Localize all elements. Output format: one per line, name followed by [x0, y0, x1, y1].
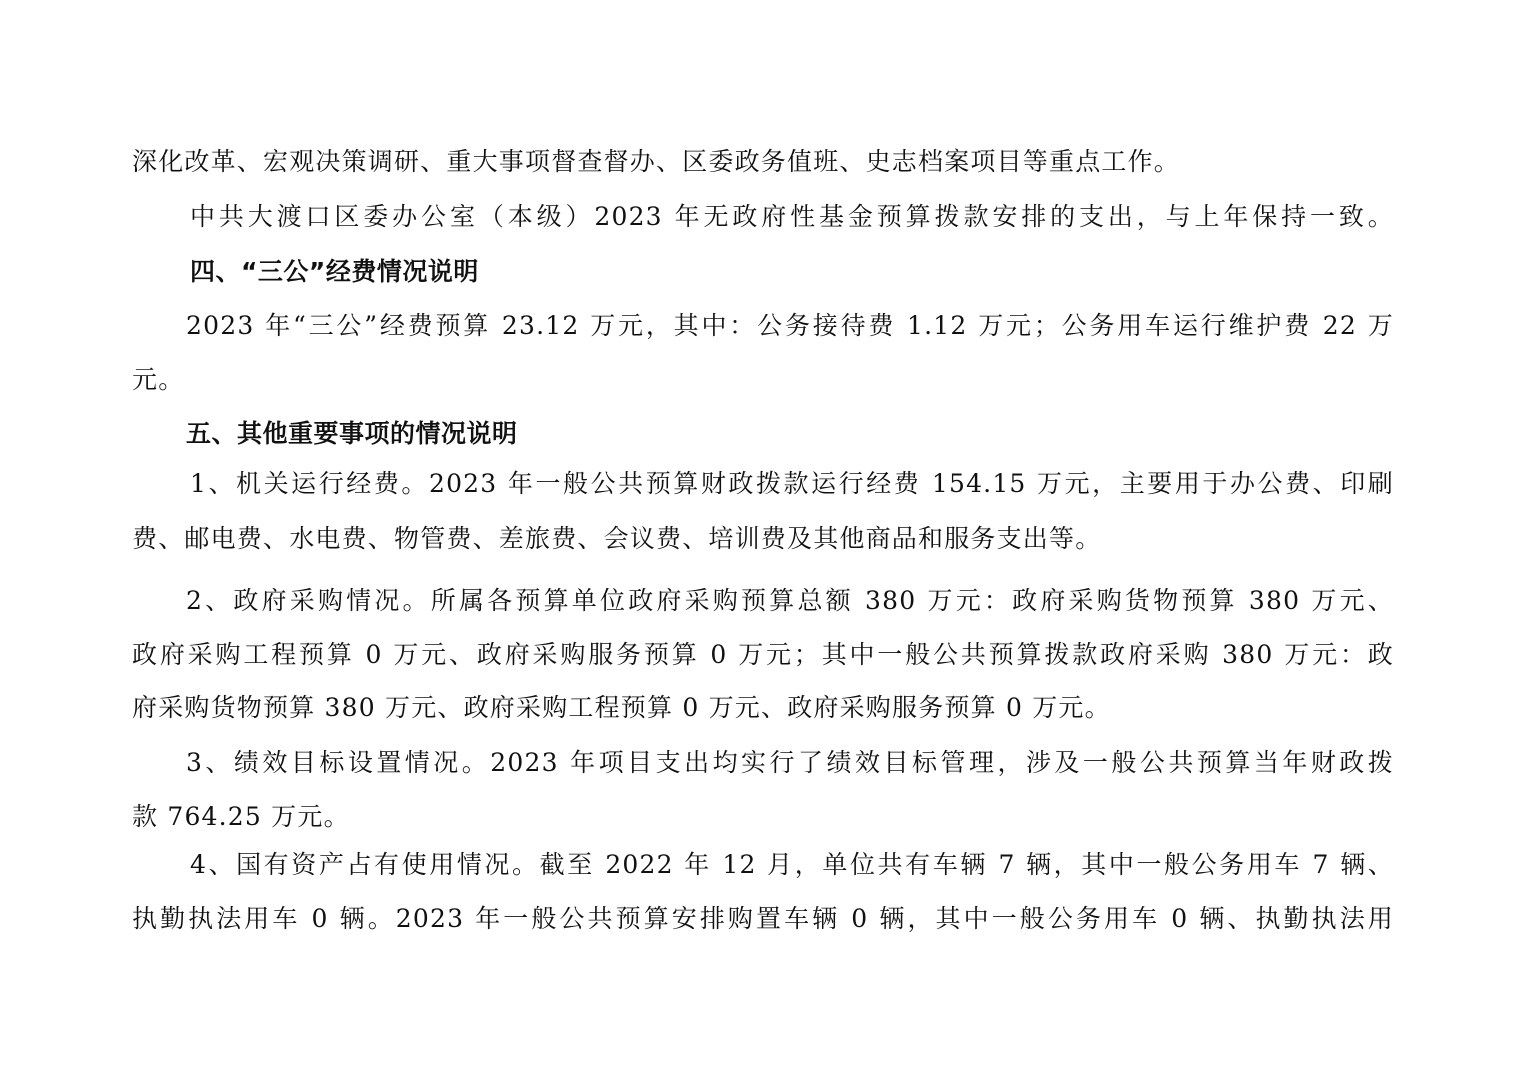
paragraph-performance-line1: 3、绩效目标设置情况。2023 年项目支出均实行了绩效目标管理，涉及一般公共预算当年财政拨	[186, 748, 1394, 777]
section-heading-three-public-expenses: 四、“三公”经费情况说明	[190, 257, 479, 286]
paragraph-three-public-expenses-line2: 元。	[132, 365, 185, 394]
paragraph-performance-line2: 款 764.25 万元。	[132, 802, 350, 831]
paragraph-operating-costs-line1: 1、机关运行经费。2023 年一般公共预算财政拨款运行经费 154.15 万元，主要用于办公费、印刷	[190, 469, 1394, 498]
paragraph-operating-costs-line2: 费、邮电费、水电费、物管费、差旅费、会议费、培训费及其他商品和服务支出等。	[132, 524, 1102, 553]
paragraph-line-continuation: 深化改革、宏观决策调研、重大事项督查督办、区委政务值班、史志档案项目等重点工作。	[132, 147, 1181, 176]
paragraph-government-fund: 中共大渡口区委办公室（本级）2023 年无政府性基金预算拨款安排的支出，与上年保持一致。	[190, 202, 1394, 231]
paragraph-procurement-line2: 政府采购工程预算 0 万元、政府采购服务预算 0 万元；其中一般公共预算拨款政府采购 380 万元：政	[132, 640, 1394, 669]
paragraph-three-public-expenses-line1: 2023 年“三公”经费预算 23.12 万元，其中：公务接待费 1.12 万元；公务用车运行维护费 22 万	[186, 311, 1394, 340]
section-heading-other-matters: 五、其他重要事项的情况说明	[186, 419, 518, 448]
paragraph-assets-line2: 执勤执法用车 0 辆。2023 年一般公共预算安排购置车辆 0 辆，其中一般公务用车 0 辆、执勤执法用	[132, 904, 1394, 933]
paragraph-procurement-line3: 府采购货物预算 380 万元、政府采购工程预算 0 万元、政府采购服务预算 0 万元。	[132, 693, 1111, 722]
paragraph-assets-line1: 4、国有资产占有使用情况。截至 2022 年 12 月，单位共有车辆 7 辆，其中一般公务用车 7 辆、	[190, 850, 1394, 879]
paragraph-procurement-line1: 2、政府采购情况。所属各预算单位政府采购预算总额 380 万元：政府采购货物预算 380 万元、	[186, 586, 1394, 615]
